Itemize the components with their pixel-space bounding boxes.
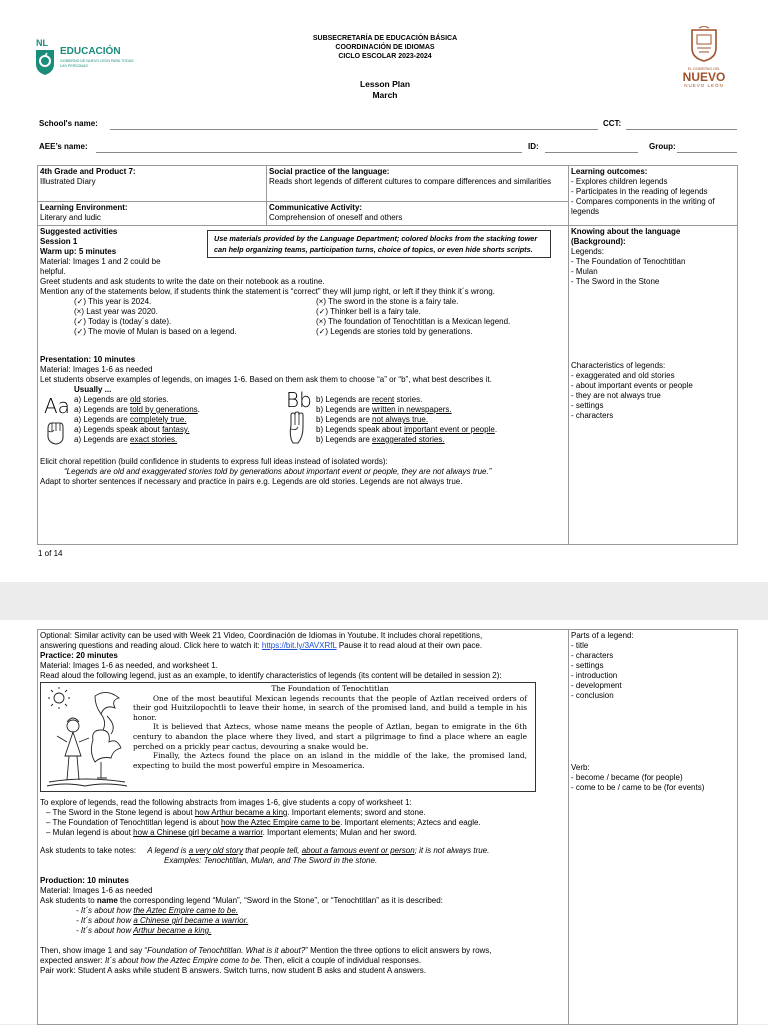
materials-note-box: Use materials provided by the Language Department; colored blocks from the stacking tower can help organizing teams, participation turns, choice of topics, or even hide shorts scripts.	[207, 230, 551, 258]
group-field[interactable]	[677, 152, 737, 153]
page-number: 1 of 14	[38, 549, 63, 558]
option-b-item: b) Legends are recent stories.	[316, 395, 423, 404]
lesson-plan-table-2	[37, 629, 738, 1025]
aee-name-label: AEE’s name:	[39, 142, 88, 151]
option-b-item: b) Legends are not always true.	[316, 415, 429, 424]
crest-name: NUEVO	[682, 70, 726, 84]
crest-icon	[689, 26, 719, 62]
legend-text-box: The Foundation of Tenochtitlan One of the most beautiful Mexican legends recounts that the people of Aztlan received orders of their god Huitzilopochtli to leave their home, in search of the promised land, and build a temple in his honor. It is believed that Aztecs, whose name means the people of Aztlan, began to emigrate in the 6th century to abandon the place where they lived, and start a pilgrimage to find a place where an eagle perched on a prickly pear cactus, devouring a snake would be. Finally, the Aztecs found the place on an island in the middle of the lake, the promised land, expecting to build the most powerful empire in Mesoamerica.	[40, 682, 536, 792]
hand-sign-b-icon	[286, 411, 308, 445]
school-name-label: School's name:	[39, 119, 98, 128]
letter-a-glyph: Aa	[44, 394, 70, 418]
shield-icon	[34, 48, 56, 76]
logo-prefix: NL	[36, 38, 48, 48]
abstract-item: – The Foundation of Tenochtitlan legend is about how the Aztec Empire came to be. Important elements; Aztecs and eagle.	[46, 818, 481, 827]
abstract-item: – Mulan legend is about how a Chinese girl became a warrior. Important elements; Mulan and her sword.	[46, 828, 417, 837]
statement-item: (×) The foundation of Tenochtitlan is a Mexican legend.	[316, 317, 511, 326]
its-about-list: - It´s about how the Aztec Empire came to be. - It´s about how a Chinese girl became a warrior. - It´s about how Arthur became a king.	[76, 906, 249, 935]
option-b-item: b) Legends are exaggerated stories.	[316, 435, 445, 444]
learning-environment-cell: Learning Environment: Literary and ludic	[38, 202, 267, 226]
letter-b-glyph: Bb	[286, 388, 312, 412]
hand-sign-a-icon	[44, 419, 66, 445]
lesson-plan-title: Lesson Plan March	[359, 79, 411, 100]
legend-title: The Foundation of Tenochtitlan	[271, 684, 389, 693]
social-practice-cell: Social practice of the language: Reads short legends of different cultures to compare differences and similarities	[267, 166, 569, 202]
option-a-item: a) Legends are exact stories.	[74, 435, 178, 444]
statement-item: (×) Last year was 2020.	[74, 307, 158, 316]
logo-name: EDUCACIÓN	[60, 46, 121, 57]
aee-name-field[interactable]	[96, 152, 522, 153]
knowing-language-cell: Knowing about the language (Background): Legends: - The Foundation of Tenochtitlan - Mulan - The Sword in the Stone Characteristics of legends: - exaggerated and old stories - about important events or people - they are not always true - settings - characters	[569, 226, 738, 545]
grade-cell: 4th Grade and Product 7: Illustrated Diary	[38, 166, 267, 202]
statement-item: (✓) This year is 2024.	[74, 297, 152, 306]
suggested-activities-cell: Suggested activities Session 1 Warm up: 5 minutes Material: Images 1 and 2 could be helpful. Use materials provided by the Language Department; colored blocks from the stacking tower can help organizing teams, participation turns, choice of topics, or even hide shorts scripts. Greet students and ask students to write the date on their notebook as a routine. Mention any of the statements below, if students think the statement is “correct” they will jump right, or left if they think it´s wrong. (✓) This year is 2024. (×) Last year was 2020. (✓) Today is (today´s date). (✓) The movie of Mulan is based on a legend. (×) The sword in the stone is a fairy tale. (✓) Thinker bell is a fairy tale. (×) The foundation of Tenochtitlan is a Mexican legend. (✓) Legends are stories told by generations. Presentation: 10 minutes Material: Images 1-6 as needed Let students observe examples of legends, on images 1-6. Based on them ask them to choose “a” or “b”, what best describes it. Usually ... Aa Bb a) Legends are old stories. a) Legends are told by generations. a) Legends are completely true. a) Legends speak about fantasy. a) Legends are exact stories. b) Legends are recent stories. b) Legends are written in newspapers. b) Legends are not always true. b) Legends speak about important event or people. b) Legends are exaggerated stories. Elicit choral repetition (build confidence in students to express full ideas instead of isolated words): “Legends are old and exaggerated stories told by generations about important event or people, they are not always true.” Adapt to shorter sentences if necessary and practice in pairs e.g. Legends are old stories. Legends are not always true.	[38, 226, 569, 545]
video-link[interactable]: https://bit.ly/3AVXRfL	[261, 641, 337, 650]
statement-item: (✓) Thinker bell is a fairy tale.	[316, 307, 421, 316]
a-b-options: Usually ... Aa Bb a) Legends are old stories. a) Legends are told by generations. a) Legends are completely true. a) Legends speak about fantasy. a) Legends are exact stories. b) Legends are recent stories. b) Legends are written in newspapers. b) Legends are not always true. b) Legends speak about important event or people. b) Legends are exaggerated stories.	[44, 385, 498, 444]
a-options-list	[74, 395, 200, 445]
option-a-item: a) Legends are old stories.	[74, 395, 169, 404]
statements-list	[40, 297, 566, 341]
option-b-item: b) Legends are written in newspapers.	[316, 405, 452, 414]
option-a-item: a) Legends are completely true.	[74, 415, 187, 424]
lesson-plan-table	[37, 165, 738, 545]
education-logo	[34, 38, 144, 84]
statement-item: (×) The sword in the stone is a fairy tale.	[316, 297, 459, 306]
option-a-item: a) Legends speak about fantasy.	[74, 425, 190, 434]
abstract-item: – The Sword in the Stone legend is about how Arthur became a king. Important elements; sword and stone.	[46, 808, 426, 817]
option-b-item: b) Legends speak about important event or people.	[316, 425, 498, 434]
choral-quote: “Legends are old and exaggerated stories told by generations about important event or people, they are not always true.”	[64, 467, 492, 476]
abstracts-list	[40, 808, 566, 838]
parts-of-legend-cell: Parts of a legend: - title - characters - settings - introduction - development - conclusion Verb: - become / became (for people) - come to be / came to be (for events)	[569, 630, 738, 1025]
school-name-field[interactable]	[110, 129, 598, 130]
option-a-item: a) Legends are told by generations.	[74, 405, 200, 414]
id-label: ID:	[528, 142, 539, 151]
take-notes: Ask students to take notes: A legend is a very old story that people tell, about a famous event or person; it is not always true.	[40, 846, 490, 855]
tenochtitlan-illustration	[45, 686, 129, 788]
cct-label: CCT:	[603, 119, 622, 128]
cct-field[interactable]	[626, 129, 737, 130]
practice-production-cell: Optional: Similar activity can be used with Week 21 Video, Coordinación de Idiomas in Youtube. It includes choral repetitions, answering questions and reading aloud. Click here to watch it: https://bit.ly/3AVXRfL Pause it to read aloud at their own pace. Practice: 20 minutes Material: Images 1-6 as needed, and worksheet 1. Read aloud the following legend, just as an example, to identify characteristics of legends (its content will be detailed in session 2): The Foundation of Tenochtitlan One of the most beautiful Mexican legends recounts that the people of Aztlan received orders of their god Huitzilopochtli to leave their home, in search of the promised land, and build a temple in his honor. It is believed that Aztecs, whose name means the people of Aztlan, began to emigrate in the 6th century to abandon the place where they lived, and start a pilgrimage to find a place where an eagle perched on a prickly pear cactus, devouring a snake would be. Finally, the Aztecs found the place on an island in the middle of the lake, the promised land, expecting to build the most powerful empire in Mesoamerica. To explore of legends, read the following abstracts from images 1-6, give students a copy of worksheet 1: – The Sword in the Stone legend is about how Arthur became a king. Important elements; sword and stone. – The Foundation of Tenochtitlan legend is about how the Aztec Empire came to be. Important elements; Aztecs and eagle. – Mulan legend is about how a Chinese girl became a warrior. Important elements; Mulan and her sword. Ask students to take notes: A legend is a very old story that people tell, about a famous event or person; it is not always true. Examples: Tenochtitlan, Mulan, and The Sword in the stone. Production: 10 minutes Material: Images 1-6 as needed Ask students to name the corresponding legend “Mulan”, “Sword in the Stone”, or “Tenochtitlan” as it is described: - It´s about how the Aztec Empire came to be. - It´s about how a Chinese girl became a warrior. - It´s about how Arthur became a king. Then, show image 1 and say “Foundation of Tenochtitlan. What is it about?” Mention the three options to elicit answers by rows, expected answer: It´s about how the Aztec Empire come to be. Then, elicit a couple of individual responses. Pair work: Student A asks while student B answers. Switch turns, now student B asks and student A answers.	[38, 630, 569, 1025]
statement-item: (✓) Legends are stories told by generations.	[316, 327, 473, 336]
learning-outcomes-cell: Learning outcomes: - Explores children legends - Participates in the reading of legends - Compares components in the writing of legends	[569, 166, 738, 226]
government-crest-logo: EL GOBIERNO DEL NUEVO NUEVO LEÓN	[672, 26, 736, 92]
institution-header: SUBSECRETARÍA DE EDUCACIÓN BÁSICA COORDINACIÓN DE IDIOMAS CICLO ESCOLAR 2023-2024	[312, 35, 458, 60]
b-options-list	[316, 395, 497, 445]
group-label: Group:	[649, 142, 676, 151]
document-page-2	[0, 620, 768, 1024]
communicative-activity-cell: Communicative Activity: Comprehension of oneself and others	[267, 202, 569, 226]
logo-tagline: GOBIERNO DE NUEVO LEÓN PARA TODAS LAS PERSONAS	[60, 59, 134, 68]
id-field[interactable]	[545, 152, 638, 153]
statement-item: (✓) Today is (today´s date).	[74, 317, 172, 326]
statement-item: (✓) The movie of Mulan is based on a legend.	[74, 327, 237, 336]
